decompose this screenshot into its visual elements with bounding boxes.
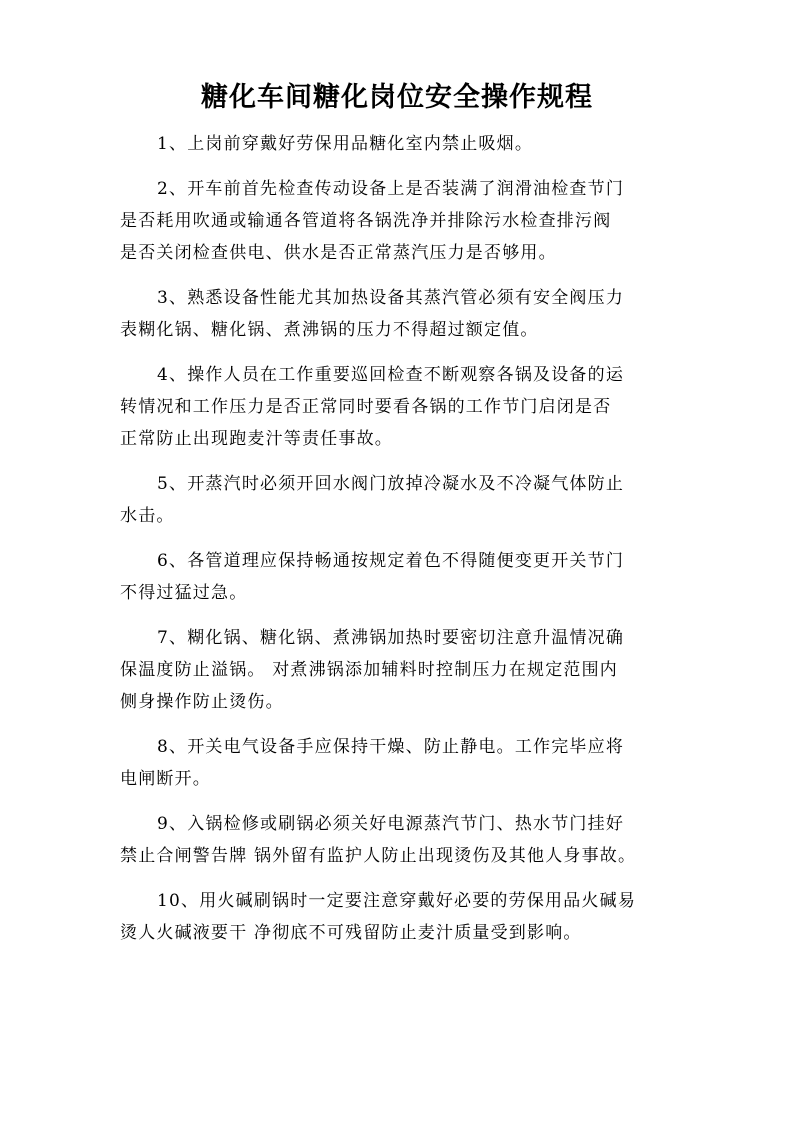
paragraph-line: 不得过猛过急。 (120, 583, 248, 603)
paragraph-9 (120, 808, 678, 872)
paragraph-line: 侧身操作防止烫伤。 (120, 692, 284, 712)
paragraph-line: 是否关闭检查供电、供水是否正常蒸汽压力是否够用。 (120, 243, 557, 263)
paragraph-line: 是否耗用吹通或输通各管道将各锅洗净并排除污水检查排污阀 (120, 211, 612, 231)
paragraph-1 (120, 128, 678, 160)
paragraph-5 (120, 468, 678, 532)
paragraph-7 (120, 622, 678, 718)
paragraph-line: 水击。 (120, 506, 175, 526)
paragraph-line: 电闸断开。 (120, 769, 211, 789)
paragraph-line: 保温度防止溢锅。 对煮沸锅添加辅料时控制压力在规定范围内 (120, 660, 619, 680)
paragraph-line: 5、开蒸汽时必须开回水阀门放掉冷凝水及不冷凝气体防止 (157, 474, 625, 494)
paragraph-line: 9、入锅检修或刷锅必须关好电源蒸汽节门、热水节门挂好 (157, 814, 625, 834)
paragraph-line: 烫人火碱液要干 净彻底不可残留防止麦汁质量受到影响。 (120, 923, 582, 943)
paragraph-line: 正常防止出现跑麦汁等责任事故。 (120, 429, 393, 449)
document-title: 糖化车间糖化岗位安全操作规程 (201, 82, 593, 113)
paragraph-6 (120, 545, 678, 609)
document-body (120, 128, 678, 962)
paragraph-8 (120, 731, 678, 795)
paragraph-line: 3、熟悉设备性能尤其加热设备其蒸汽管必须有安全阀压力 (157, 288, 625, 308)
paragraph-line: 6、各管道理应保持畅通按规定着色不得随便变更开关节门 (157, 551, 625, 571)
paragraph-line: 2、开车前首先检查传动设备上是否装满了润滑油检查节门 (157, 179, 625, 199)
paragraph-line: 7、糊化锅、糖化锅、煮沸锅加热时要密切注意升温情况确 (157, 628, 625, 648)
paragraph-line: 表糊化锅、糖化锅、煮沸锅的压力不得超过额定值。 (120, 320, 539, 340)
paragraph-line: 8、开关电气设备手应保持干燥、防止静电。工作完毕应将 (157, 737, 625, 757)
paragraph-10 (120, 885, 678, 949)
paragraph-line: 1、上岗前穿戴好劳保用品糖化室内禁止吸烟。 (157, 134, 534, 154)
paragraph-3 (120, 282, 678, 346)
paragraph-line: 转情况和工作压力是否正常同时要看各锅的工作节门启闭是否 (120, 397, 612, 417)
paragraph-line: 10、用火碱刷锅时一定要注意穿戴好必要的劳保用品火碱易 (157, 891, 637, 911)
paragraph-2 (120, 173, 678, 269)
paragraph-4 (120, 359, 678, 455)
paragraph-line: 禁止合闸警告牌 锅外留有监护人防止出现烫伤及其他人身事故。 (120, 846, 637, 866)
paragraph-line: 4、操作人员在工作重要巡回检查不断观察各锅及设备的运 (157, 365, 625, 385)
